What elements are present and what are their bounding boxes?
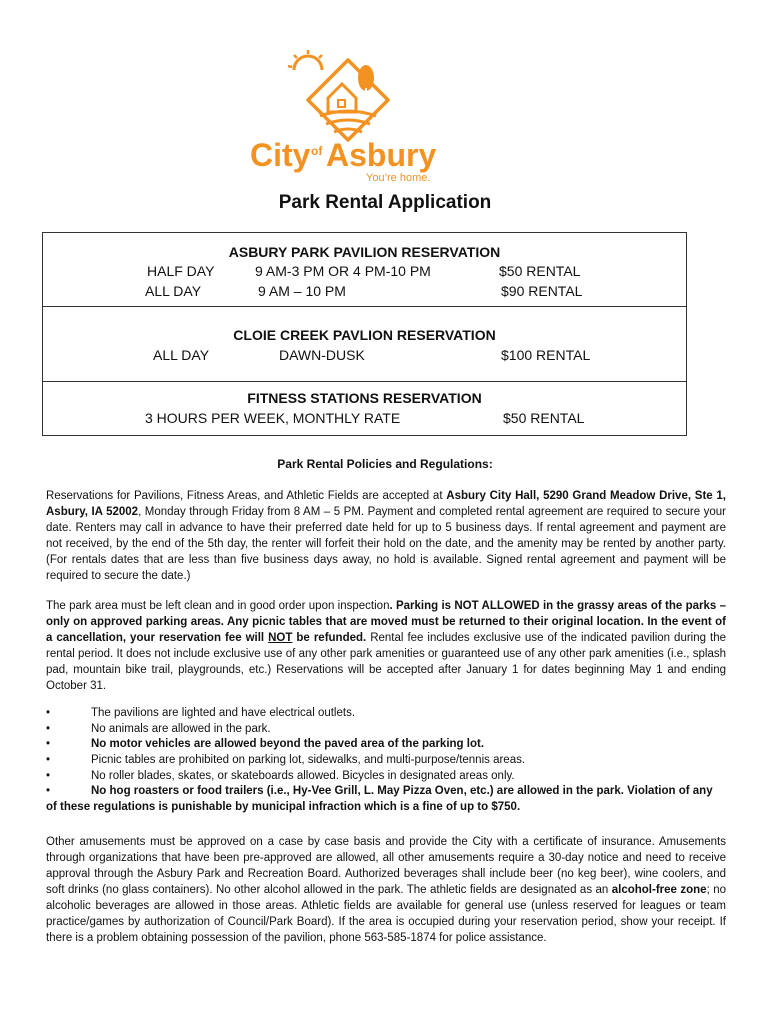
bullet-icon: • <box>46 769 51 782</box>
list-item <box>46 706 726 722</box>
list-item <box>46 769 726 785</box>
pavilion-all-day-time: 9 AM – 10 PM <box>258 283 346 299</box>
cloie-creek-heading: CLOIE CREEK PAVLION RESERVATION <box>233 327 496 343</box>
cloie-creek-period: ALL DAY <box>153 347 210 363</box>
refund-bold-end: be refunded. <box>292 632 367 644</box>
list-item <box>46 753 726 769</box>
bullet-text: No animals are allowed in the park. <box>91 722 271 735</box>
bullet-text: Picnic tables are prohibited on parking lot, sidewalks, and multi-purpose/tennis areas. <box>91 754 526 767</box>
p2-text-d: Rental fee includes exclusive use of the indicated pavilion during the rental period. It does not include exclusive use of any other park amenities or guaranteed use of any other park amenities (i.e., splash pad, mountain bike trail, playgrounds, etc.) Reservations will be accepted after January 1 for dates beginning May 1 and ending October 31. <box>46 632 726 692</box>
p3-text-a: Other amusements must be approved on a case by case basis and provide the City with a certificate of insurance. Amusements through organizations that have been pre-approved are allowed, all other amusements require a 30-day notice and need to receive approval through the Asbury Park and Recreation Board. Authorized beverages shall include beer (no keg beer), wine coolers, and soft drinks (no glass containers). No other alcohol allowed in the park. The athletic fields are designated as an <box>46 836 726 896</box>
bullet-text: No roller blades, skates, or skateboards allowed. Bicycles in designated areas only. <box>91 769 515 782</box>
logo-city-text: City <box>250 137 311 173</box>
fitness-section <box>43 381 686 438</box>
page-title: Park Rental Application <box>278 192 492 213</box>
not-refunded-emphasis: NOT <box>268 632 293 644</box>
rules-bullet-list <box>46 706 726 816</box>
pavilion-all-day-price: $90 RENTAL <box>501 283 583 299</box>
violation-text: No hog roasters or food trailers (i.e., Hy-Vee Grill, L. May Pizza Oven, etc.) are allowed in the park. Violation of any of these regulations is punishable by municipal infraction which is a fine of up to $750. <box>46 785 713 814</box>
p1-text-c: , Monday through Friday from 8 AM – 5 PM. Payment and completed rental agreement are required to secure your date. Renters may call in advance to have their preferred date held for up to 5 business days. If rental agreement and payment are not received, by the end of the 5th day, the renter will forfeit their hold on the date, and the amenity may be rented by another party. (For rentals dates that are less than five business days away, no hold is available. Signed rental agreement and payment will be required to secure the date.) <box>46 506 726 582</box>
pavilion-all-day-label: ALL DAY <box>145 283 202 299</box>
reservation-paragraph <box>46 488 726 584</box>
cloie-creek-price: $100 RENTAL <box>501 347 591 363</box>
parking-rules-bold: . Parking is NOT ALLOWED in the grassy areas of the parks – only on approved parking areas. Any picnic tables that are moved must be returned to their original location. In the event of a cancellation, your reservation fee will <box>46 600 726 644</box>
p2-text-a: The park area must be left clean and in good order upon inspection <box>46 600 390 612</box>
violation-bullet <box>46 784 726 815</box>
list-item <box>46 722 726 738</box>
bullet-text: No motor vehicles are allowed beyond the paved area of the parking lot. <box>91 738 485 751</box>
rental-rates-box <box>42 232 687 436</box>
logo-asbury-text: Asbury <box>326 137 437 173</box>
p1-text-a: Reservations for Pavilions, Fitness Areas, and Athletic Fields are accepted at <box>46 490 447 502</box>
bullet-icon: • <box>46 738 51 751</box>
bullet-icon: • <box>46 722 51 735</box>
cloie-creek-time: DAWN-DUSK <box>279 347 365 363</box>
bullet-icon: • <box>46 754 51 767</box>
bullet-icon: • <box>46 785 51 798</box>
logo-tagline: You’re home. <box>366 172 431 182</box>
city-hall-address: Asbury City Hall, 5290 Grand Meadow Drive, Ste 1, Asbury, IA 52002 <box>46 490 726 518</box>
fitness-heading: FITNESS STATIONS RESERVATION <box>247 390 482 406</box>
bullet-icon: • <box>46 707 51 719</box>
park-rules-paragraph <box>46 598 726 694</box>
city-of-asbury-logo <box>248 42 448 182</box>
fitness-term: 3 HOURS PER WEEK, MONTHLY RATE <box>145 410 401 426</box>
pavilion-section <box>43 233 686 306</box>
logo-emblem-icon <box>248 42 448 182</box>
pavilion-half-day-price: $50 RENTAL <box>499 263 581 279</box>
pavilion-half-day-label: HALF DAY <box>147 263 215 279</box>
pavilion-half-day-time: 9 AM-3 PM OR 4 PM-10 PM <box>255 263 431 279</box>
bullet-text: The pavilions are lighted and have electrical outlets. <box>91 707 356 719</box>
list-item <box>46 737 726 753</box>
policies-heading: Park Rental Policies and Regulations: <box>277 457 493 471</box>
fitness-price: $50 RENTAL <box>503 410 585 426</box>
pavilion-heading: ASBURY PARK PAVILION RESERVATION <box>228 244 501 260</box>
cloie-creek-section <box>43 306 686 382</box>
alcohol-free-zone: alcohol-free zone <box>611 884 707 896</box>
logo-of-text: of <box>311 144 323 158</box>
p3-text-c: ; no alcoholic beverages are allowed in those areas. Athletic fields are available for general use (unless reserved for leagues or team practice/games by authorization of Council/Park Board). If the area is occupied during your reservation period, show your receipt. If there is a problem obtaining possession of the pavilion, phone 563-585-1874 for police assistance. <box>46 884 727 944</box>
amusements-paragraph <box>46 834 726 946</box>
